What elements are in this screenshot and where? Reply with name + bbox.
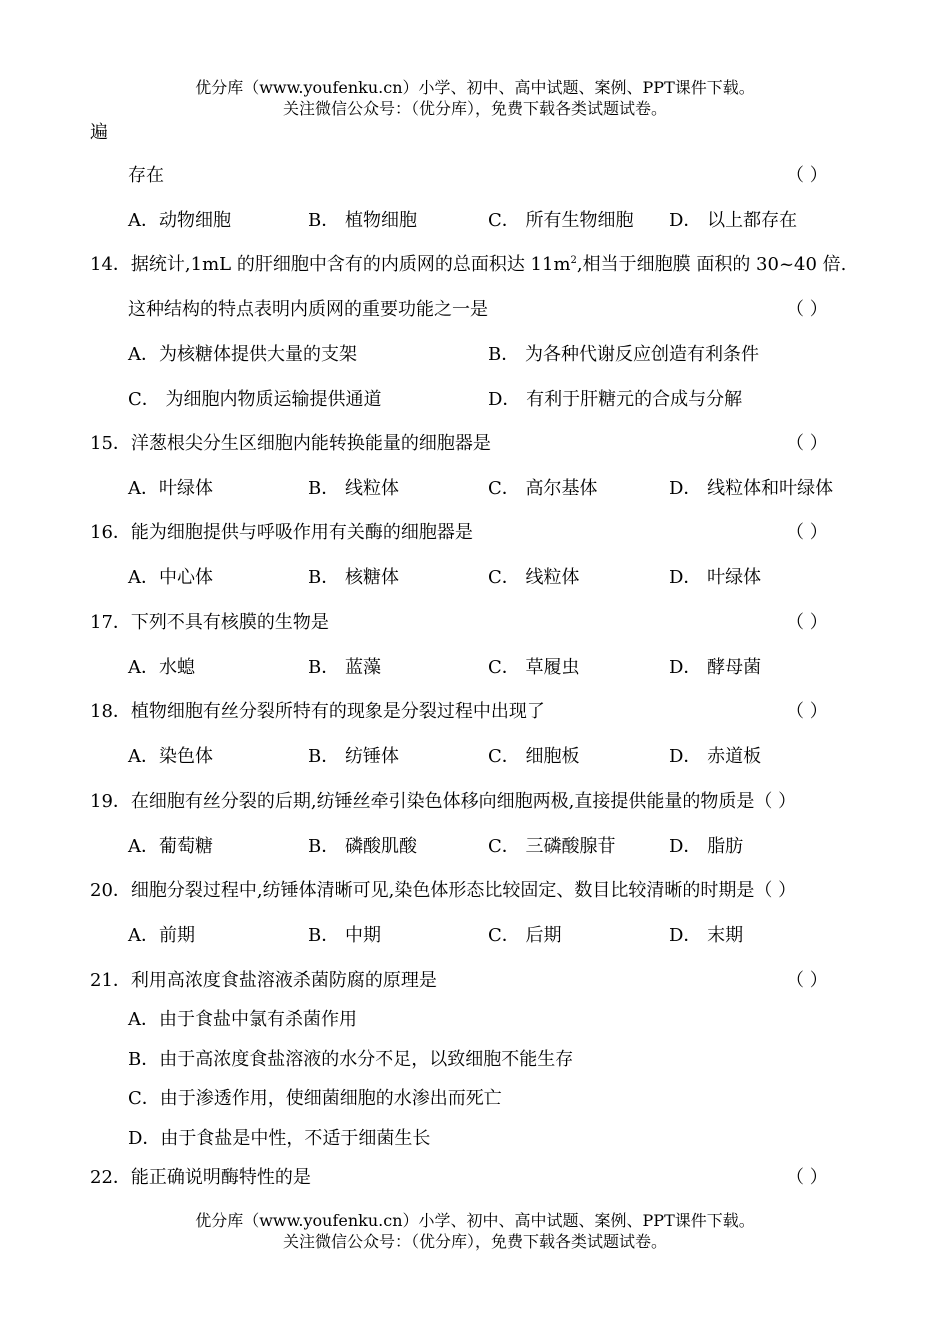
option-a: A．叶绿体 (128, 478, 213, 499)
option-a: A．染色体 (128, 746, 213, 767)
question-number: 16． (90, 522, 131, 543)
question-text: 洋葱根尖分生区细胞内能转换能量的细胞器是 (130, 433, 491, 454)
option-c: C． 为细胞内物质运输提供通道 (128, 389, 382, 410)
question-text: 在细胞有丝分裂的后期,纺锤丝牵引染色体移向细胞两极,直接提供能量的物质是（ ） (130, 791, 797, 812)
option-c: C． 所有生物细胞 (488, 210, 634, 231)
question-20 (90, 880, 796, 902)
option-a: A．水螅 (128, 657, 195, 678)
option-a: A．葡萄糖 (128, 836, 213, 857)
question-number: 15． (90, 433, 131, 454)
question-17 (90, 612, 329, 634)
option-b: B． 纺锤体 (308, 746, 399, 767)
option-d: D． 赤道板 (669, 746, 762, 767)
question-16 (90, 522, 473, 544)
footer-line-2: 关注微信公众号：（优分库），免费下载各类试题试卷。 (282, 1232, 667, 1251)
option-c: C． 后期 (488, 925, 562, 946)
question-text-cont: ,相当于细胞膜 面积的 30~40 倍. (576, 254, 847, 275)
question-number: 20． (90, 880, 131, 901)
question-number: 14． (90, 254, 131, 275)
option-b: B． 线粒体 (308, 478, 399, 499)
answer-paren: （ ） (786, 522, 828, 543)
option-c: C． 线粒体 (488, 567, 580, 588)
option-c: C． 草履虫 (488, 657, 580, 678)
footer-line-1: 优分库（www.youfenku.cn）小学、初中、高中试题、案例、PPT课件下载。 (195, 1211, 755, 1230)
option-b: B． 磷酸肌酸 (308, 836, 417, 857)
option-d: D．由于食盐是中性，不适于细菌生长 (128, 1128, 431, 1149)
option-d: D． 脂肪 (669, 836, 744, 857)
answer-paren: （ ） (786, 701, 828, 722)
option-a: A．为核糖体提供大量的支架 (128, 344, 357, 365)
option-c: C． 细胞板 (488, 746, 580, 767)
answer-paren: （ ） (786, 433, 828, 454)
header-line-1: 优分库（www.youfenku.cn）小学、初中、高中试题、案例、PPT课件下载。 (195, 78, 755, 97)
answer-paren: （ ） (786, 165, 828, 186)
question-text: 能为细胞提供与呼吸作用有关酶的细胞器是 (130, 522, 473, 543)
option-c: C． 高尔基体 (488, 478, 598, 499)
question-text: 利用高浓度食盐溶液杀菌防腐的原理是 (130, 970, 437, 991)
option-a: A．动物细胞 (128, 210, 231, 231)
answer-paren: （ ） (786, 612, 828, 633)
question-18 (90, 701, 545, 723)
option-b: B． 核糖体 (308, 567, 399, 588)
question-text: 细胞分裂过程中,纺锤体清晰可见,染色体形态比较固定、数目比较清晰的时期是（ ） (130, 880, 797, 901)
option-b: B． 为各种代谢反应创造有利条件 (488, 344, 759, 365)
question-text: 植物细胞有丝分裂所特有的现象是分裂过程中出现了 (130, 701, 545, 722)
header-line-2: 关注微信公众号：（优分库），免费下载各类试题试卷。 (282, 99, 667, 118)
question-22 (90, 1167, 311, 1189)
option-d: D． 酵母菌 (669, 657, 762, 678)
question-text: 据统计,1mL 的肝细胞中含有的内质网的总面积达 11m (130, 254, 571, 275)
option-b: B．由于高浓度食盐溶液的水分不足，以致细胞不能生存 (128, 1049, 574, 1070)
question-text: 能正确说明酶特性的是 (130, 1167, 311, 1188)
option-a: A．中心体 (128, 567, 213, 588)
question-number: 22． (90, 1167, 131, 1188)
answer-paren: （ ） (786, 299, 828, 320)
question-21 (90, 970, 437, 992)
continuation-tail: 遍 (90, 122, 108, 143)
question-text: 下列不具有核膜的生物是 (130, 612, 329, 633)
question-14 (90, 254, 846, 276)
option-a: A．前期 (128, 925, 195, 946)
option-c: C． 三磷酸腺苷 (488, 836, 616, 857)
option-b: B． 蓝藻 (308, 657, 381, 678)
option-d: D． 以上都存在 (669, 210, 798, 231)
question-19 (90, 791, 796, 813)
option-d: D． 线粒体和叶绿体 (669, 478, 834, 499)
option-d: D． 叶绿体 (669, 567, 762, 588)
option-d: D． 末期 (669, 925, 744, 946)
option-b: B． 中期 (308, 925, 381, 946)
question-number: 21． (90, 970, 131, 991)
question-number: 19． (90, 791, 131, 812)
question-14-line-2: 这种结构的特点表明内质网的重要功能之一是 (128, 299, 488, 320)
option-b: B． 植物细胞 (308, 210, 417, 231)
option-c: C．由于渗透作用，使细菌细胞的水渗出而死亡 (128, 1088, 502, 1109)
question-number: 18． (90, 701, 131, 722)
answer-paren: （ ） (786, 1167, 828, 1188)
option-d: D． 有利于肝糖元的合成与分解 (488, 389, 743, 410)
option-a: A．由于食盐中氯有杀菌作用 (128, 1009, 357, 1030)
question-number: 17． (90, 612, 131, 633)
superscript: 2 (570, 255, 577, 266)
question-15 (90, 433, 491, 455)
continuation-text: 存在 (128, 165, 164, 186)
answer-paren: （ ） (786, 970, 828, 991)
